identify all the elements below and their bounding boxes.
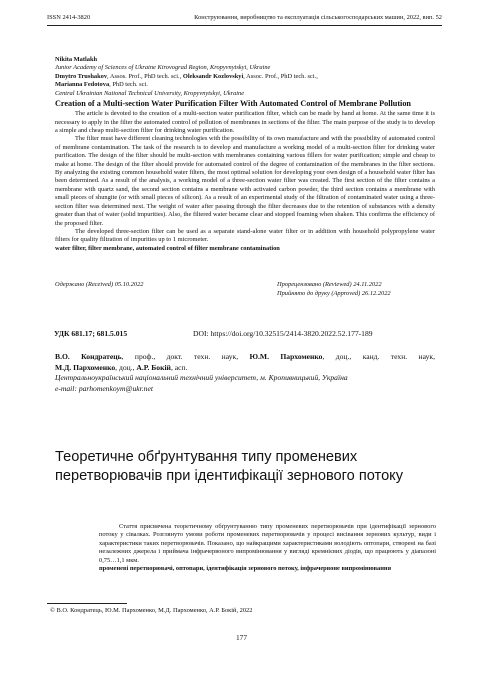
uk-author-2: Ю.М. Пархоменко [249,352,323,361]
english-title: Creation of a Multi-section Water Purification Filter With Automated Control of Membrane Pollution [55,99,411,109]
issn: ISSN 2414-3820 [47,14,91,21]
uk-author-1: В.О. Кондратець [55,352,122,361]
uk-author-4-title: , асп. [170,362,188,372]
authors-line [55,73,435,81]
footnote-rule [47,603,127,604]
uk-author-4: А.Р. Бокій [136,362,171,372]
ukrainian-title: Теоретичне обґрунтування типу променевих перетворювачів при ідентифікації зернового потоку [55,449,404,484]
affiliation-2: Central Ukrainian National Technical University, Kropyvnytskyi, Ukraine [55,89,245,97]
uk-email: e-mail: parhomenkoym@ukr.net [55,383,153,393]
author-4-title: , PhD tech. sci. [109,81,148,89]
abstract-paragraph-1: The article is devoted to the creation of a multi-section water purification filter, which can be made by hand at home. At the same time it is necessary to apply in the filter the automated control of pollution of membranes in sections of the filter. The main purpose of the study is to develop a simple and cheap multi-section filter for drinking water purification. [55,110,435,135]
english-abstract-block [55,56,435,253]
uk-author-3-title: , доц., [115,362,137,372]
author-1: Nikita Matlakh [55,56,98,63]
uk-authors-line-1 [55,352,435,363]
author-2-title: , Assos. Prof., PhD tech. sci., [107,72,183,80]
author-3: Oleksandr Kozlovskyi [182,72,244,80]
page-number: 177 [235,633,248,642]
approved-date: Прийнято до друку (Approved) 26.12.2022 [277,290,391,297]
journal-title: Конструювання, виробництво та експлуатація сільськогосподарських машин, 2022, вип. 52 [194,14,442,21]
udk-code: УДК 681.17; 681.5.015 [54,329,128,338]
running-header [47,14,442,21]
uk-author-1-title: , проф., докт. техн. наук, [121,352,250,361]
reviewed-date: Прорецензовано (Reviewed) 24.11.2022 [277,281,382,288]
uk-abstract-text: Стаття присвячена теоретичному обґрунтуванню типу променевих перетворювачів при ідентифікації зернового потоку у сівалках. Розглянуто умови роботи променевих перетворювачів у процесі висівання зернових культур, види і характеристики таких перетворювачів. Показано, що найкращими характеристиками володіють оптопари, створені на базі незалежних джерела і приймача інфрачервоного випромінювання у вигляді кремнієвих діодів, що працюють у діапазоні 0,75…1,1 мкм. [99,523,436,564]
copyright-footnote: © В.О. Кондратець, Ю.М. Пархоменко, М.Д. Пархоменко, А.Р. Бокій, 2022 [50,607,253,614]
uk-authors-line-2 [55,363,435,374]
received-date: Одержано (Received) 05.10.2022 [55,281,144,288]
abstract-paragraph-2: The filter must have different cleaning technologies with the possibility of its own manufacture and with the possibility of automated control of membrane contamination. The task of the research is to develop and manufacture a working model of a multi-section filter for drinking water purification. The design of the filter should be multi-section with membranes containing various fillers for water purification; simple and cheap to make at home. The design of the filter should provide for automated control of the degree of contamination of the membranes in the filter sections. By analyzing the existing common household water filters, the most optimal solution for developing your own design of a household water filter has been determined. As a result of the analysis, a working model of a three-section water filter was created. The first section of the filter contains a membrane with quartz sand, the second section contains a membrane with activated carbon powder, the third section contains a membrane with small pieces of shungite (or with small pieces of silicon). As a result of an experimental study of the filtration of contaminated water using a three-section filter was determined next. The weight of water after passing through the filter decreases due to the retention of substances with a density greater than that of water (solid impurities). Also, the filtered water became clear and stopped foaming when shaken. This confirms the efficiency of the proposed filter. [55,135,435,227]
affiliation-1: Junior Academy of Sciences of Ukraine Kirovograd Region, Kropyvnytskyi, Ukraine [55,64,271,72]
uk-affiliation: Центральноукраїнський національний технічний університет, м. Кропивницький, Україна [55,373,348,383]
english-keywords: water filter, filter membrane, automated control of filter membrane contamination [55,244,280,252]
abstract-paragraph-3: The developed three-section filter can be used as a separate stand-alone water filter or in addition with household polypropylene water filters for quality filtration of impurities up to 1 micrometer. [55,227,435,244]
author-4: Marianna Fedotova [55,81,110,89]
uk-keywords: променеві перетворювачі, оптопари, ідентифікація зернового потоку, інфрачервоне випромінювання [99,565,392,573]
author-2: Dmytro Trushakov [55,72,108,80]
doi-link[interactable]: DOI: https://doi.org/10.32515/2414-3820.2022.52.177-189 [193,329,373,338]
uk-author-3: М.Д. Пархоменко [55,362,116,372]
header-rule [47,25,442,26]
ukrainian-authors [55,352,435,394]
ukrainian-abstract [99,523,436,573]
author-3-title: , Assoc. Prof., PhD tech. sci., [243,72,318,80]
authors-line-2 [55,81,435,89]
uk-author-2-title: , доц., канд. техн. наук, [322,352,435,361]
